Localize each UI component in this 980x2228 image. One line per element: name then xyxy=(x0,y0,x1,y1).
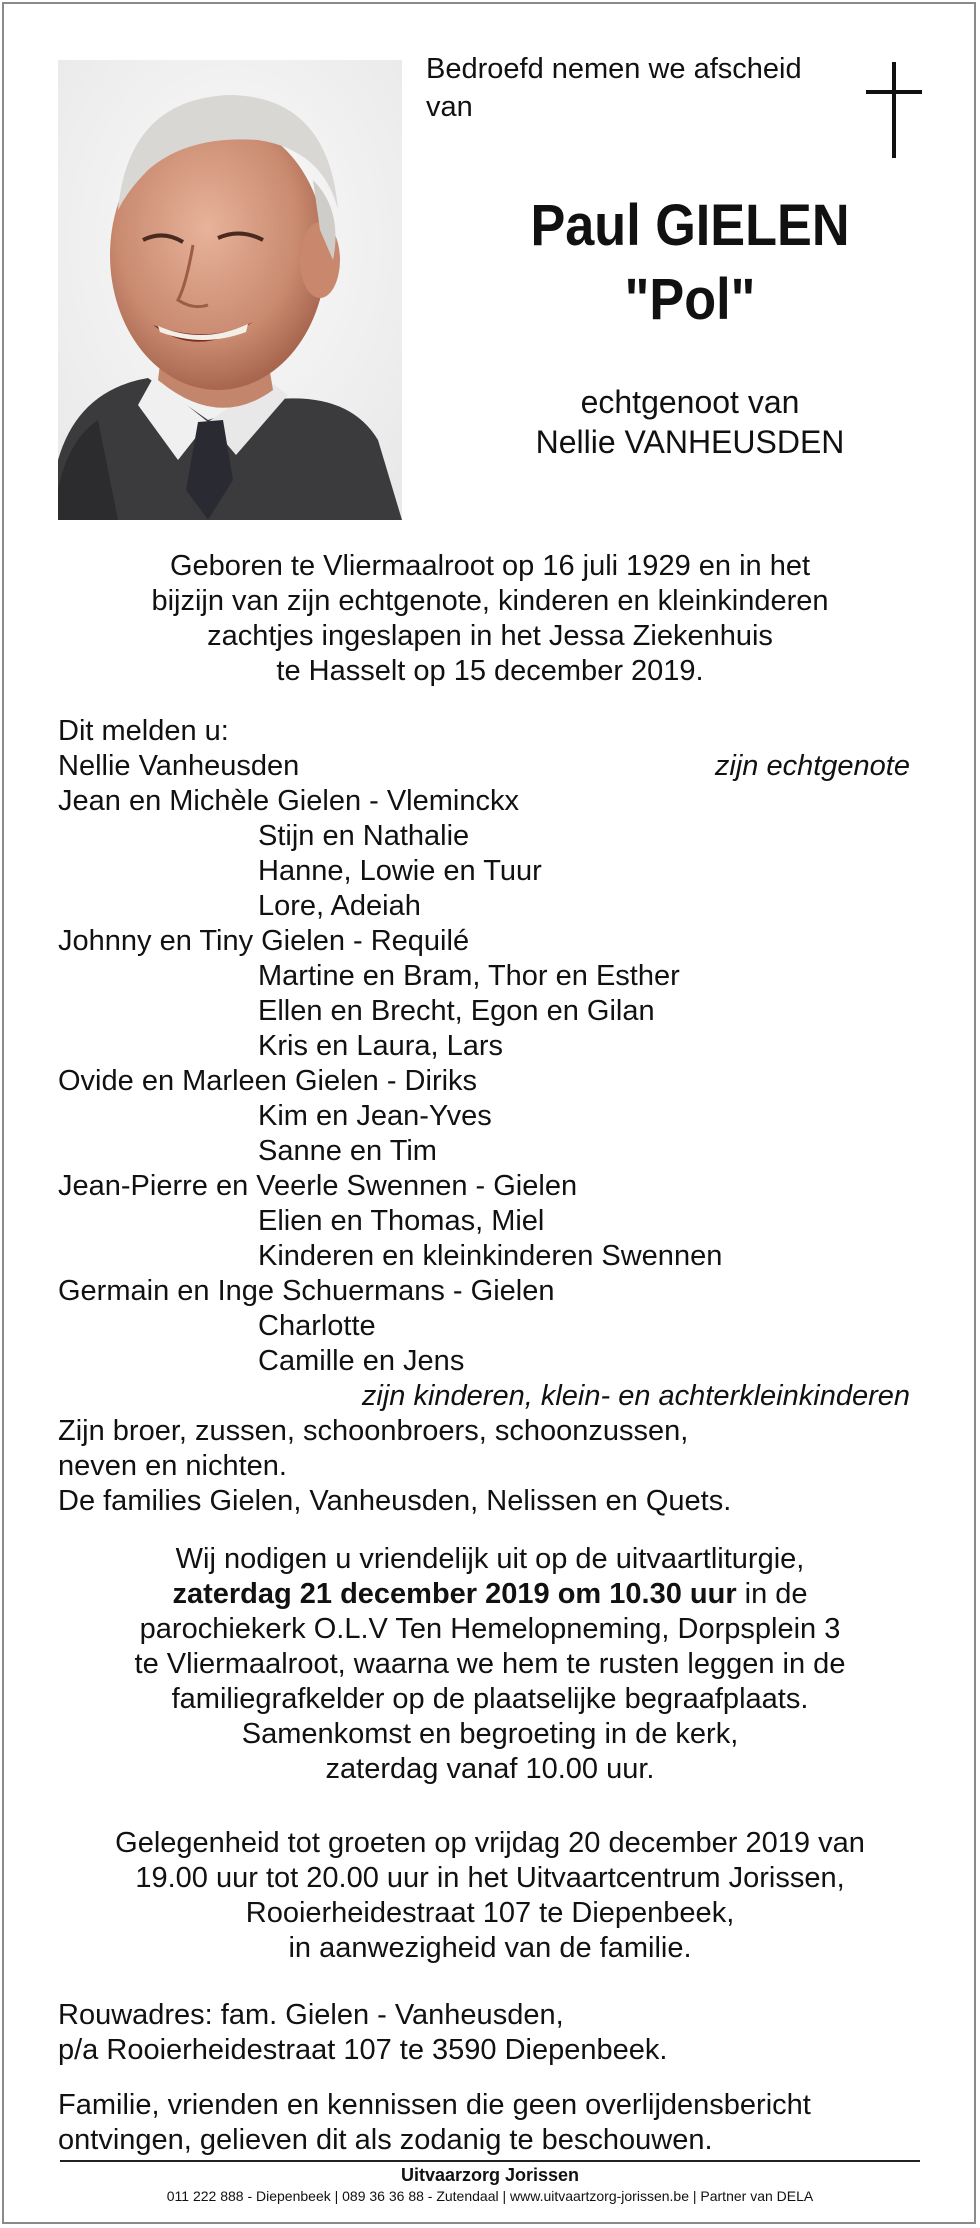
deceased-name: Paul GIELEN xyxy=(530,193,850,258)
funeral-date: zaterdag 21 december 2019 om 10.30 uur xyxy=(172,1578,737,1610)
family-others: Zijn broer, zussen, schoonbroers, schoonzussen, xyxy=(58,1415,689,1447)
family-others: neven en nichten. xyxy=(58,1450,287,1482)
footer-contact: 011 222 888 - Diepenbeek | 089 36 36 88 - Zutendaal | www.uitvaartzorg-jorissen.be | Partner van DELA xyxy=(166,2188,814,2204)
birth-line: te Hasselt op 15 december 2019. xyxy=(276,655,704,687)
address-line: p/a Rooierheidestraat 107 te 3590 Diepenbeek. xyxy=(58,2034,668,2066)
family-line: Sanne en Tim xyxy=(258,1135,437,1167)
visitation-line: 19.00 uur tot 20.00 uur in het Uitvaartcentrum Jorissen, xyxy=(135,1862,845,1894)
cross-icon xyxy=(866,62,922,158)
family-heading: Dit melden u: xyxy=(58,715,229,747)
family-spouse: Nellie Vanheusden xyxy=(58,750,300,782)
footer-divider xyxy=(60,2160,920,2162)
family-line: Ovide en Marleen Gielen - Diriks xyxy=(58,1065,478,1097)
spouse-name: Nellie VANHEUSDEN xyxy=(535,424,845,460)
visitation-line: Gelegenheid tot groeten op vrijdag 20 december 2019 van xyxy=(115,1827,865,1859)
visitation-line: Rooierheidestraat 107 te Diepenbeek, xyxy=(245,1897,735,1929)
family-others: De families Gielen, Vanheusden, Nelissen en Quets. xyxy=(58,1485,732,1517)
spouse-label: echtgenoot van xyxy=(580,384,800,420)
portrait-photo xyxy=(58,60,402,520)
funeral-line: Wij nodigen u vriendelijk uit op de uitvaartliturgie, xyxy=(175,1543,805,1575)
children-role: zijn kinderen, klein- en achterkleinkinderen xyxy=(361,1380,910,1412)
family-line: Martine en Bram, Thor en Esther xyxy=(258,960,680,992)
family-line: Kinderen en kleinkinderen Swennen xyxy=(258,1240,723,1272)
closing-line: ontvingen, gelieven dit als zodanig te beschouwen. xyxy=(58,2124,713,2156)
funeral-line: Samenkomst en begroeting in de kerk, xyxy=(241,1718,739,1750)
footer-title: Uitvaarzorg Jorissen xyxy=(400,2165,580,2185)
funeral-date-rest: in de xyxy=(736,1578,808,1610)
family-spouse-role: zijn echtgenote xyxy=(714,750,910,782)
birth-line: Geboren te Vliermaalroot op 16 juli 1929 en in het xyxy=(169,550,811,582)
family-line: Kris en Laura, Lars xyxy=(258,1030,504,1062)
birth-line: zachtjes ingeslapen in het Jessa Ziekenhuis xyxy=(207,620,773,652)
birth-line: bijzijn van zijn echtgenote, kinderen en kleinkinderen xyxy=(151,585,829,617)
family-line: Jean-Pierre en Veerle Swennen - Gielen xyxy=(58,1170,578,1202)
deceased-nickname: "Pol" xyxy=(624,267,756,332)
family-line: Camille en Jens xyxy=(258,1345,465,1377)
family-line: Elien en Thomas, Miel xyxy=(258,1205,545,1237)
family-line: Ellen en Brecht, Egon en Gilan xyxy=(258,995,655,1027)
closing-line: Familie, vrienden en kennissen die geen overlijdensbericht xyxy=(58,2089,811,2121)
family-line: Johnny en Tiny Gielen - Requilé xyxy=(58,925,470,957)
family-line: Charlotte xyxy=(258,1310,376,1342)
funeral-line: parochiekerk O.L.V Ten Hemelopneming, Dorpsplein 3 xyxy=(139,1613,841,1645)
funeral-date-line xyxy=(40,1576,940,1613)
family-line: Hanne, Lowie en Tuur xyxy=(258,855,542,887)
family-line: Stijn en Nathalie xyxy=(258,820,470,852)
intro-text xyxy=(426,50,802,126)
family-line: Kim en Jean-Yves xyxy=(258,1100,492,1132)
family-line: Germain en Inge Schuermans - Gielen xyxy=(58,1275,555,1307)
funeral-line: te Vliermaalroot, waarna we hem te rusten leggen in de xyxy=(134,1648,846,1680)
intro-line: van xyxy=(426,91,473,123)
visitation-line: in aanwezigheid van de familie. xyxy=(288,1932,692,1964)
family-line: Jean en Michèle Gielen - Vleminckx xyxy=(58,785,519,817)
family-line: Lore, Adeiah xyxy=(258,890,421,922)
address-line: Rouwadres: fam. Gielen - Vanheusden, xyxy=(58,1999,564,2031)
funeral-line: zaterdag vanaf 10.00 uur. xyxy=(325,1753,655,1785)
funeral-line: familiegrafkelder op de plaatselijke begraafplaats. xyxy=(171,1683,809,1715)
intro-line: Bedroefd nemen we afscheid xyxy=(426,53,802,85)
